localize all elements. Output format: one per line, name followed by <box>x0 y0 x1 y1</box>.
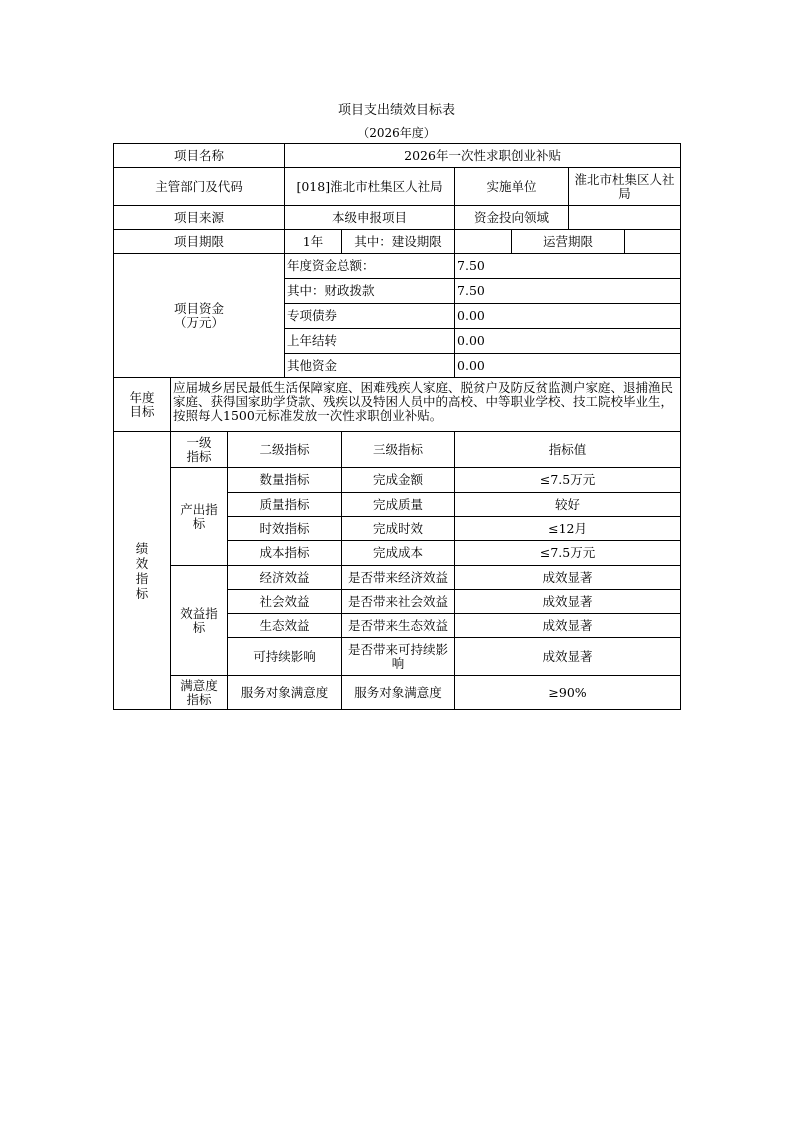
funds-item-value: 7.50 <box>455 254 681 279</box>
impl-unit-label: 实施单位 <box>455 168 569 206</box>
value-cell: ≤12月 <box>455 517 681 541</box>
row-output-1 <box>114 468 681 493</box>
value-cell: ≥90% <box>455 676 681 710</box>
perf-indicator-text: 绩效指标 <box>135 540 149 601</box>
funds-item-value: 7.50 <box>455 279 681 304</box>
table-title: 项目支出绩效目标表 <box>337 103 455 118</box>
period-value: 1年 <box>285 230 342 254</box>
funds-item-value: 0.00 <box>455 304 681 329</box>
level3-cell: 完成质量 <box>342 493 455 517</box>
table-year: （2026年度） <box>357 126 436 140</box>
funds-label-line1: 项目资金 <box>174 300 225 316</box>
funds-item-label: 年度资金总额： <box>285 254 455 279</box>
invest-area-value <box>569 206 681 230</box>
annual-goal-label-line1: 年度 <box>129 389 155 405</box>
value-cell: 成效显著 <box>455 614 681 638</box>
level3-cell: 是否带来生态效益 <box>342 614 455 638</box>
level3-cell: 服务对象满意度 <box>342 676 455 710</box>
level2-header: 二级指标 <box>228 432 342 468</box>
level2-cell: 可持续影响 <box>228 638 342 676</box>
output-label-line2: 标 <box>192 515 206 531</box>
funds-item-label: 上年结转 <box>285 329 455 354</box>
value-cell: 成效显著 <box>455 566 681 590</box>
level1-header <box>171 432 228 468</box>
source-value: 本级申报项目 <box>285 206 455 230</box>
benefit-label-line1: 效益指 <box>180 605 218 621</box>
level3-cell: 完成成本 <box>342 541 455 566</box>
perf-indicator-label <box>114 432 171 710</box>
row-period <box>114 230 681 254</box>
period-label: 项目期限 <box>114 230 285 254</box>
level2-cell: 时效指标 <box>228 517 342 541</box>
funds-item-label: 其中：财政拨款 <box>285 279 455 304</box>
level3-cell: 是否带来可持续影响 <box>342 638 455 676</box>
value-cell: ≤7.5万元 <box>455 468 681 493</box>
funds-item-label: 专项债券 <box>285 304 455 329</box>
satisfaction-label-line1: 满意度 <box>180 677 218 693</box>
invest-area-label: 资金投向领域 <box>455 206 569 230</box>
row-dept <box>114 168 681 206</box>
row-indicator-header <box>114 432 681 468</box>
level3-cell: 完成时效 <box>342 517 455 541</box>
level1-header-line2: 指标 <box>186 448 212 464</box>
level2-cell: 生态效益 <box>228 614 342 638</box>
build-period-value <box>455 230 512 254</box>
row-project-name <box>114 144 681 168</box>
dept-code-label: 主管部门及代码 <box>114 168 285 206</box>
satisfaction-label-line2: 指标 <box>186 691 212 707</box>
value-cell: 较好 <box>455 493 681 517</box>
level2-cell: 成本指标 <box>228 541 342 566</box>
row-satisfaction <box>114 676 681 710</box>
funds-label-line2: （万元） <box>174 314 225 330</box>
row-annual-goal <box>114 378 681 432</box>
indicator-value-header: 指标值 <box>455 432 681 468</box>
level3-cell: 完成金额 <box>342 468 455 493</box>
row-benefit-1 <box>114 566 681 590</box>
annual-goal-label <box>114 378 171 432</box>
benefit-indicator-label <box>171 566 228 676</box>
value-cell: 成效显著 <box>455 590 681 614</box>
level3-cell: 是否带来社会效益 <box>342 590 455 614</box>
annual-goal-text: 应届城乡居民最低生活保障家庭、困难残疾人家庭、脱贫户及防反贫监测户家庭、退捕渔民家庭、获得国家助学贷款、残疾以及特困人员中的高校、中等职业学校、技工院校毕业生，按照每人1500元标准发放一次性求职创业补贴。 <box>171 378 681 432</box>
level3-header: 三级指标 <box>342 432 455 468</box>
value-cell: ≤7.5万元 <box>455 541 681 566</box>
output-indicator-label <box>171 468 228 566</box>
level2-cell: 数量指标 <box>228 468 342 493</box>
annual-goal-label-line2: 目标 <box>129 403 155 419</box>
funds-label <box>114 254 285 378</box>
build-period-label: 其中：建设期限 <box>342 230 455 254</box>
level1-header-line1: 一级 <box>186 434 212 450</box>
level2-cell: 服务对象满意度 <box>228 676 342 710</box>
op-period-label: 运营期限 <box>512 230 625 254</box>
funds-item-value: 0.00 <box>455 329 681 354</box>
output-label-line1: 产出指 <box>180 501 218 517</box>
project-name-label: 项目名称 <box>114 144 285 168</box>
funds-item-label: 其他资金 <box>285 354 455 378</box>
level2-cell: 社会效益 <box>228 590 342 614</box>
level3-cell: 是否带来经济效益 <box>342 566 455 590</box>
benefit-label-line2: 标 <box>192 619 206 635</box>
op-period-value <box>625 230 681 254</box>
value-cell: 成效显著 <box>455 638 681 676</box>
performance-target-table <box>113 143 681 710</box>
project-name-value: 2026年一次性求职创业补贴 <box>285 144 681 168</box>
row-funds-1 <box>114 254 681 279</box>
impl-unit-value: 淮北市杜集区人社局 <box>569 168 681 206</box>
satisfaction-indicator-label <box>171 676 228 710</box>
level2-cell: 质量指标 <box>228 493 342 517</box>
dept-code-value: [018]淮北市杜集区人社局 <box>285 168 455 206</box>
level2-cell: 经济效益 <box>228 566 342 590</box>
source-label: 项目来源 <box>114 206 285 230</box>
funds-item-value: 0.00 <box>455 354 681 378</box>
row-source <box>114 206 681 230</box>
